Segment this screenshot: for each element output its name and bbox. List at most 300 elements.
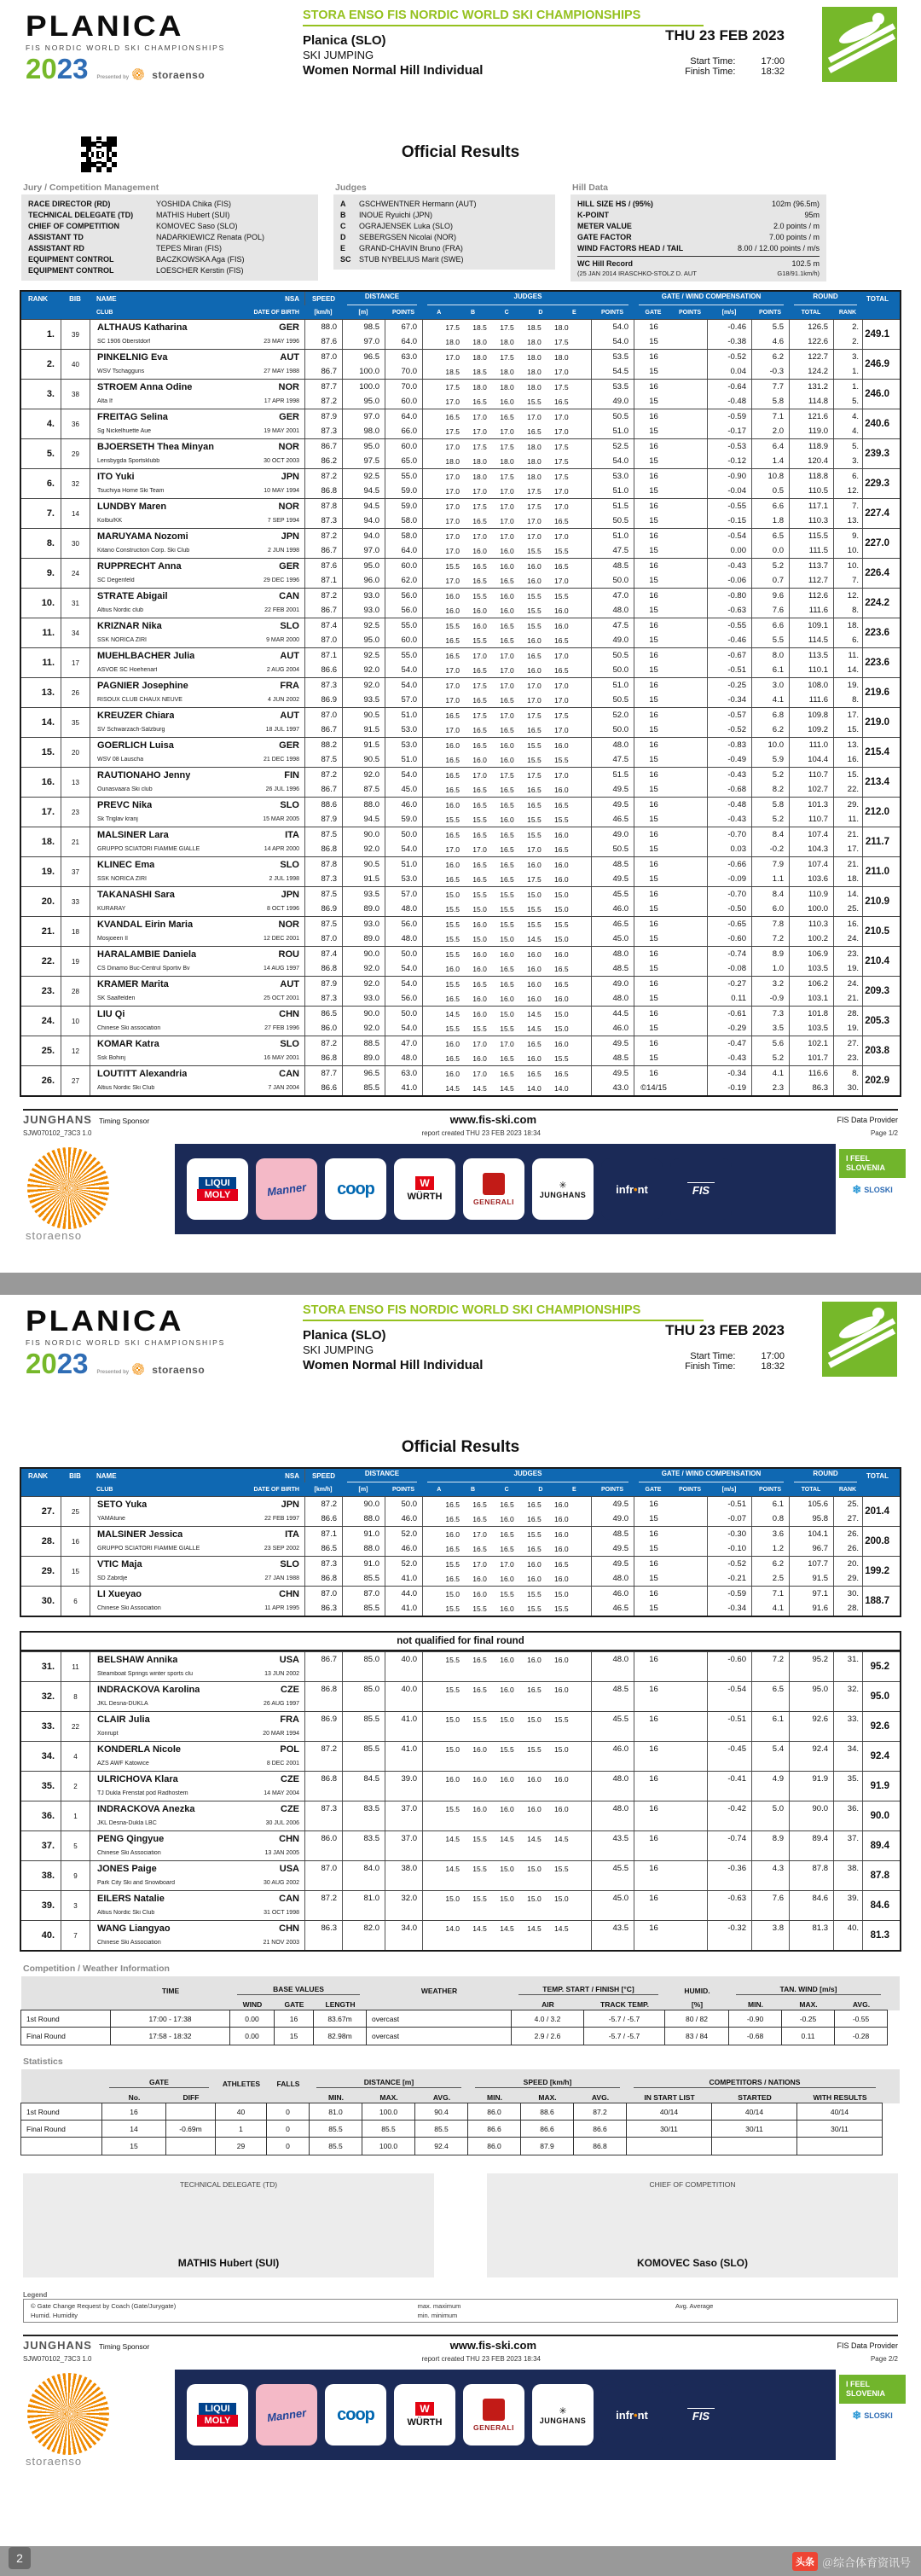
infront-text1: infr bbox=[616, 2408, 634, 2422]
athlete-name: KONDERLA Nicole bbox=[97, 1743, 181, 1755]
rank: 25. bbox=[41, 1046, 55, 1056]
r2-speed bbox=[304, 1906, 342, 1920]
hill-label: HILL SIZE HS / (95%) bbox=[577, 200, 653, 208]
total-points: 95.0 bbox=[862, 1682, 893, 1711]
r1-distance-points: 54.0 bbox=[385, 768, 422, 782]
r1-round-rank: 5. bbox=[833, 439, 862, 454]
r2-speed: 86.8 bbox=[304, 1051, 342, 1065]
athlete-name: HARALAMBIE Daniela bbox=[97, 949, 197, 960]
r1-speed: 86.9 bbox=[304, 1712, 342, 1726]
r2-distance-points: 58.0 bbox=[385, 513, 422, 528]
athlete-name: GOERLICH Luisa bbox=[97, 740, 174, 751]
record-detail-right: G18/91.1km/h) bbox=[777, 270, 820, 277]
r2-judge-marks bbox=[422, 1756, 591, 1771]
club-dob bbox=[90, 812, 304, 827]
r1-round-total: 118.9 bbox=[789, 439, 833, 454]
dist-max: 85.5 bbox=[362, 2120, 415, 2138]
liqui-text: LIQUI bbox=[199, 1177, 235, 1189]
name-nsa bbox=[90, 1587, 304, 1601]
r1-round-rank: 9. bbox=[833, 529, 862, 543]
r1-round-rank: 6. bbox=[833, 469, 862, 484]
r1-gate: 16 bbox=[634, 648, 673, 663]
athlete-dob: 25 OCT 2001 bbox=[264, 995, 299, 1001]
event-date: THU 23 FEB 2023 bbox=[665, 27, 785, 44]
bib: 16 bbox=[61, 1527, 90, 1556]
athlete-club: SSK NORICA ZIRI bbox=[97, 637, 147, 643]
r1-round-rank: 2. bbox=[833, 320, 862, 334]
bib: 3 bbox=[61, 1891, 90, 1920]
hill-row bbox=[577, 221, 820, 232]
r1-round-rank: 36. bbox=[833, 1801, 862, 1816]
athlete-club: Altius Nordic Ski Club bbox=[97, 1085, 155, 1091]
results-rows-nq bbox=[21, 1651, 900, 1950]
r2-round-total: 103.1 bbox=[789, 991, 833, 1006]
r2-wind bbox=[707, 1935, 751, 1950]
rank: 33. bbox=[41, 1721, 55, 1732]
athlete-club: SSK NORICA ZIRI bbox=[97, 876, 147, 882]
name-nsa bbox=[90, 768, 304, 782]
r2-speed: 87.3 bbox=[304, 513, 342, 528]
r2-wind: -0.21 bbox=[707, 1571, 751, 1586]
i-feel-slovenia-logo bbox=[839, 2375, 906, 2404]
total-points: 219.6 bbox=[862, 678, 893, 707]
r1-judge-marks: 15.5 16.5 16.5 16.0 16.5 bbox=[422, 977, 591, 991]
r1-wind-points: 7.9 bbox=[751, 857, 789, 872]
name-nsa bbox=[90, 1497, 304, 1511]
athlete-nsa: CHN bbox=[279, 1833, 299, 1844]
moly-text: MOLY bbox=[197, 1189, 239, 1201]
r2-gate bbox=[634, 1786, 673, 1801]
total-points: 199.2 bbox=[862, 1557, 893, 1586]
r1-judge-points: 49.5 bbox=[591, 1036, 634, 1051]
r1-round-rank: 4. bbox=[833, 409, 862, 424]
wh-gate: GATE bbox=[284, 2000, 304, 2009]
r1-gate-points bbox=[673, 1557, 707, 1571]
athlete-name: MARUYAMA Nozomi bbox=[97, 531, 188, 542]
club-dob bbox=[90, 991, 304, 1006]
infront-logo bbox=[601, 2384, 663, 2445]
r1-gate-points bbox=[673, 827, 707, 842]
results-table-nq bbox=[20, 1650, 901, 1952]
r2-gate: 15 bbox=[634, 663, 673, 677]
r2-speed: 87.1 bbox=[304, 573, 342, 588]
col-gate-points: POINTS bbox=[678, 309, 702, 316]
col-total: TOTAL bbox=[866, 294, 889, 303]
jury-row bbox=[28, 243, 311, 254]
col-distance-group: DISTANCE bbox=[347, 289, 417, 305]
r2-judge-points bbox=[591, 1876, 634, 1890]
r2-distance-points bbox=[385, 1935, 422, 1950]
athlete-name: CLAIR Julia bbox=[97, 1714, 150, 1725]
r2-round-total: 103.5 bbox=[789, 1021, 833, 1036]
r1-distance: 92.0 bbox=[342, 768, 385, 782]
r2-distance-points: 56.0 bbox=[385, 603, 422, 618]
r1-gate-points bbox=[673, 1036, 707, 1051]
r1-distance: 90.0 bbox=[342, 1007, 385, 1021]
r2-distance: 85.5 bbox=[342, 1601, 385, 1616]
total-points: 92.4 bbox=[862, 1742, 893, 1771]
total-points: 212.0 bbox=[862, 798, 893, 827]
r2-distance-points: 48.0 bbox=[385, 902, 422, 916]
r1-gate-points bbox=[673, 350, 707, 364]
r2-distance-points: 54.0 bbox=[385, 663, 422, 677]
r2-distance-points: 41.0 bbox=[385, 1081, 422, 1095]
r2-judge-points: 50.0 bbox=[591, 722, 634, 737]
athlete-nsa: ITA bbox=[285, 829, 299, 840]
r2-judge-points: 49.0 bbox=[591, 1511, 634, 1526]
athlete-dob: 14 MAY 2004 bbox=[264, 1790, 299, 1796]
r1-gate-points bbox=[673, 648, 707, 663]
athlete-club: JKL Desna-DUKLA bbox=[97, 1701, 148, 1707]
r2-speed: 86.7 bbox=[304, 543, 342, 558]
r1-round-total: 106.9 bbox=[789, 947, 833, 961]
r1-judge-points: 49.5 bbox=[591, 1066, 634, 1081]
r2-wind: -0.43 bbox=[707, 1051, 751, 1065]
r2-round-rank: 14. bbox=[833, 663, 862, 677]
record-value: 102.5 m bbox=[791, 259, 820, 268]
col-total: TOTAL bbox=[866, 1471, 889, 1480]
r1-judge-points: 45.5 bbox=[591, 1861, 634, 1876]
r1-distance-points: 53.0 bbox=[385, 738, 422, 752]
table-row bbox=[21, 1890, 900, 1920]
r2-judge-marks: 14.5 14.5 14.5 14.0 14.0 bbox=[422, 1081, 591, 1095]
fis-url: www.fis-ski.com bbox=[449, 2339, 537, 2352]
r1-gate-points bbox=[673, 529, 707, 543]
stats-header bbox=[21, 2069, 900, 2103]
athlete-club: Ssk Bohinj bbox=[97, 1055, 126, 1061]
total-points: 226.4 bbox=[862, 559, 893, 588]
r1-distance: 81.0 bbox=[342, 1891, 385, 1906]
total-points: 211.0 bbox=[862, 857, 893, 886]
r1-round-total: 110.9 bbox=[789, 887, 833, 902]
r2-speed: 87.3 bbox=[304, 991, 342, 1006]
generali-text: GENERALI bbox=[473, 1197, 514, 1206]
r2-wind bbox=[707, 1816, 751, 1830]
r2-judge-marks: 16.5 16.5 16.5 17.5 16.0 bbox=[422, 872, 591, 886]
championship-title: STORA ENSO FIS NORDIC WORLD SKI CHAMPIONSHIPS bbox=[303, 9, 704, 26]
total-points: 201.4 bbox=[862, 1497, 893, 1526]
sh-athletes: ATHLETES bbox=[222, 2080, 261, 2088]
col-wind-points: POINTS bbox=[758, 309, 782, 316]
viewer-page-badge[interactable]: 2 bbox=[9, 2547, 31, 2569]
r1-distance: 95.0 bbox=[342, 559, 385, 573]
coop-logo bbox=[325, 2384, 386, 2445]
athlete-nsa: GER bbox=[279, 411, 299, 422]
r1-wind: -0.54 bbox=[707, 1682, 751, 1697]
total-points: 227.0 bbox=[862, 529, 893, 558]
r1-round-total: 97.1 bbox=[789, 1587, 833, 1601]
club-dob bbox=[90, 663, 304, 677]
r1-round-total: 113.7 bbox=[789, 559, 833, 573]
club-dob bbox=[90, 1756, 304, 1771]
r2-wind: -0.10 bbox=[707, 1541, 751, 1556]
r1-gate-points bbox=[673, 917, 707, 931]
r1-distance: 90.5 bbox=[342, 708, 385, 722]
r2-gate: 15 bbox=[634, 812, 673, 827]
r1-gate: 16 bbox=[634, 1921, 673, 1935]
i-feel-slovenia-logo bbox=[839, 1149, 906, 1178]
r1-gate: 16 bbox=[634, 678, 673, 693]
r1-round-total: 111.0 bbox=[789, 738, 833, 752]
r2-round-rank: 6. bbox=[833, 633, 862, 647]
jury-name: BACZKOWSKA Aga (FIS) bbox=[156, 255, 245, 264]
r1-gate-points bbox=[673, 409, 707, 424]
athlete-dob: 22 FEB 1997 bbox=[264, 1516, 299, 1522]
infront-dot-icon: • bbox=[634, 1182, 638, 1196]
total-points: 210.9 bbox=[862, 887, 893, 916]
r1-judge-points: 47.5 bbox=[591, 618, 634, 633]
r2-distance bbox=[342, 1756, 385, 1771]
r2-wind: 0.11 bbox=[707, 991, 751, 1006]
athlete-name: STRATE Abigail bbox=[97, 590, 168, 601]
r2-round-total: 96.7 bbox=[789, 1541, 833, 1556]
r1-round-total: 112.6 bbox=[789, 589, 833, 603]
sh-dmax: MAX. bbox=[379, 2093, 398, 2102]
r2-gate: 15 bbox=[634, 334, 673, 349]
r2-round-rank: 23. bbox=[833, 1051, 862, 1065]
r1-distance: 94.5 bbox=[342, 499, 385, 513]
r2-judge-marks: 15.5 15.0 15.0 14.5 15.0 bbox=[422, 931, 591, 946]
r1-wind: -0.53 bbox=[707, 439, 751, 454]
storaenso-sun-icon bbox=[132, 68, 144, 80]
r1-judge-marks: 17.5 18.0 18.0 18.0 17.5 bbox=[422, 380, 591, 394]
r1-judge-marks: 16.5 16.5 16.5 15.5 16.0 bbox=[422, 827, 591, 842]
r2-judge-points bbox=[591, 1846, 634, 1860]
base-wind: 0.00 bbox=[229, 2027, 275, 2045]
r2-gate-points bbox=[673, 1786, 707, 1801]
athlete-dob: 31 OCT 1998 bbox=[264, 1910, 299, 1916]
r2-judge-marks: 17.0 17.0 17.0 17.5 17.0 bbox=[422, 484, 591, 498]
hill-label: GATE FACTOR bbox=[577, 233, 632, 241]
r2-round-rank: 8. bbox=[833, 693, 862, 707]
col-round-rank: RANK bbox=[838, 309, 857, 316]
gate-no: 14 bbox=[101, 2120, 166, 2138]
r2-speed bbox=[304, 1876, 342, 1890]
r1-wind: -0.64 bbox=[707, 380, 751, 394]
junghans-logo bbox=[532, 2384, 594, 2445]
club-dob bbox=[90, 1571, 304, 1586]
r2-judge-points: 46.0 bbox=[591, 902, 634, 916]
r1-distance: 93.0 bbox=[342, 917, 385, 931]
rank: 19. bbox=[41, 867, 55, 877]
dist-min: 85.5 bbox=[309, 2137, 362, 2155]
r1-distance-points: 52.0 bbox=[385, 1527, 422, 1541]
r1-round-total: 91.9 bbox=[789, 1772, 833, 1786]
r1-judge-marks: 16.0 17.0 16.5 15.5 16.0 bbox=[422, 1527, 591, 1541]
name-nsa bbox=[90, 439, 304, 454]
athlete-club: CS Dinamo Buc-Centrul Sportiv Bv bbox=[97, 966, 190, 972]
name-nsa bbox=[90, 1007, 304, 1021]
r2-speed: 86.9 bbox=[304, 693, 342, 707]
r1-judge-points: 46.0 bbox=[591, 1742, 634, 1756]
col-name-nsa bbox=[90, 292, 304, 305]
r1-speed: 87.4 bbox=[304, 947, 342, 961]
r1-judge-marks: 15.0 15.5 15.0 15.0 15.5 bbox=[422, 1712, 591, 1726]
in-start-list: 40/14 bbox=[626, 2103, 712, 2121]
r1-wind-points: 8.9 bbox=[751, 947, 789, 961]
r1-gate-points bbox=[673, 559, 707, 573]
r1-round-rank: 7. bbox=[833, 499, 862, 513]
stats-row bbox=[21, 2103, 900, 2121]
r2-judge-points: 48.5 bbox=[591, 1051, 634, 1065]
r1-gate-points bbox=[673, 1007, 707, 1021]
r1-judge-marks: 16.5 17.5 17.0 17.5 17.5 bbox=[422, 708, 591, 722]
r1-wind: -0.43 bbox=[707, 768, 751, 782]
page-title: Official Results bbox=[401, 143, 520, 161]
r2-wind bbox=[707, 1876, 751, 1890]
page-number: Page 2/2 bbox=[870, 2355, 898, 2363]
judge-name: OGRAJENSEK Luka (SLO) bbox=[359, 222, 454, 230]
name-nsa bbox=[90, 350, 304, 364]
r1-gate: 16 bbox=[634, 589, 673, 603]
r1-gate-points bbox=[673, 380, 707, 394]
r1-judge-points: 48.0 bbox=[591, 947, 634, 961]
r1-distance: 83.5 bbox=[342, 1831, 385, 1846]
athlete-nsa: NOR bbox=[278, 381, 299, 392]
r1-gate-points bbox=[673, 887, 707, 902]
weather-row bbox=[21, 2010, 900, 2028]
r2-judge-points: 49.0 bbox=[591, 633, 634, 647]
rank: 30. bbox=[41, 1596, 55, 1606]
r2-round-total bbox=[789, 1726, 833, 1741]
r2-gate: ©14/15 bbox=[634, 1081, 673, 1095]
r1-round-rank: 21. bbox=[833, 857, 862, 872]
r1-gate: 16 bbox=[634, 1891, 673, 1906]
club-dob bbox=[90, 1846, 304, 1860]
athlete-nsa: FRA bbox=[280, 1714, 299, 1725]
r2-round-total bbox=[789, 1667, 833, 1681]
club-dob bbox=[90, 1876, 304, 1890]
table-row bbox=[21, 797, 900, 827]
r2-judge-marks: 16.5 16.0 16.0 15.5 15.5 bbox=[422, 752, 591, 767]
r2-wind-points bbox=[751, 1846, 789, 1860]
r1-gate-points bbox=[673, 1891, 707, 1906]
r1-judge-marks: 14.5 16.0 15.0 14.5 15.0 bbox=[422, 1007, 591, 1021]
athlete-dob: 27 FEB 1996 bbox=[264, 1025, 299, 1031]
gate-no: 16 bbox=[101, 2103, 166, 2121]
name-nsa bbox=[90, 1891, 304, 1906]
r2-speed: 87.3 bbox=[304, 424, 342, 438]
bib: 21 bbox=[61, 827, 90, 856]
col-round-group: ROUND bbox=[794, 1466, 857, 1482]
wurth-icon: W bbox=[415, 2402, 433, 2416]
r1-gate: 16 bbox=[634, 499, 673, 513]
r2-distance-points: 65.0 bbox=[385, 454, 422, 468]
r2-round-rank: 19. bbox=[833, 1021, 862, 1036]
wh-track: TRACK TEMP. bbox=[600, 2000, 649, 2009]
r2-judge-marks bbox=[422, 1935, 591, 1950]
r2-wind: -0.34 bbox=[707, 693, 751, 707]
total-points: 91.9 bbox=[862, 1772, 893, 1801]
legend-box bbox=[23, 2299, 898, 2323]
legend-title: Legend bbox=[23, 2291, 48, 2299]
r2-round-rank: 15. bbox=[833, 722, 862, 737]
r2-distance-points bbox=[385, 1846, 422, 1860]
wh-pct: [%] bbox=[691, 2000, 704, 2009]
r2-wind: -0.46 bbox=[707, 633, 751, 647]
base-wind: 0.00 bbox=[229, 2010, 275, 2028]
athlete-nsa: POL bbox=[280, 1743, 299, 1755]
bib: 19 bbox=[61, 947, 90, 976]
r2-distance: 94.5 bbox=[342, 484, 385, 498]
r1-speed: 87.9 bbox=[304, 977, 342, 991]
r2-round-rank bbox=[833, 1756, 862, 1771]
r1-round-rank: 27. bbox=[833, 1036, 862, 1051]
rank: 6. bbox=[46, 479, 55, 489]
r1-round-rank: 16. bbox=[833, 917, 862, 931]
r1-round-total: 117.1 bbox=[789, 499, 833, 513]
bib: 38 bbox=[61, 380, 90, 409]
r2-gate-points bbox=[673, 424, 707, 438]
r1-round-rank: 3. bbox=[833, 350, 862, 364]
r1-distance-points: 58.0 bbox=[385, 529, 422, 543]
r2-wind bbox=[707, 1697, 751, 1711]
r2-judge-points: 50.0 bbox=[591, 663, 634, 677]
bib: 36 bbox=[61, 409, 90, 438]
name-nsa bbox=[90, 409, 304, 424]
athletes: 40 bbox=[215, 2103, 267, 2121]
r2-distance-points bbox=[385, 1697, 422, 1711]
hill-row bbox=[577, 232, 820, 243]
r1-gate: 16 bbox=[634, 559, 673, 573]
r2-round-rank: 27. bbox=[833, 1511, 862, 1526]
r1-distance-points: 54.0 bbox=[385, 678, 422, 693]
humidity: 80 / 82 bbox=[664, 2010, 729, 2028]
club-dob bbox=[90, 872, 304, 886]
table-row bbox=[21, 588, 900, 618]
round-label: Final Round bbox=[20, 2120, 102, 2138]
r1-judge-points: 48.0 bbox=[591, 738, 634, 752]
r2-speed: 87.9 bbox=[304, 812, 342, 827]
round-label bbox=[20, 2137, 102, 2155]
table-row bbox=[21, 319, 900, 349]
athletes: 1 bbox=[215, 2120, 267, 2138]
judge-letter: SC bbox=[340, 255, 351, 264]
judge-name: INOUE Ryuichi (JPN) bbox=[359, 211, 433, 219]
bib: 22 bbox=[61, 1712, 90, 1741]
r2-round-total: 114.5 bbox=[789, 633, 833, 647]
rank: 28. bbox=[41, 1536, 55, 1546]
r1-wind: -0.34 bbox=[707, 1066, 751, 1081]
athlete-dob: 30 OCT 2003 bbox=[264, 458, 299, 464]
athlete-dob: 11 APR 1995 bbox=[264, 1605, 299, 1611]
r1-judge-marks: 14.5 15.5 14.5 14.5 14.5 bbox=[422, 1831, 591, 1846]
sh-smin: MIN. bbox=[487, 2093, 502, 2102]
athlete-nsa: USA bbox=[279, 1863, 299, 1874]
name-nsa bbox=[90, 320, 304, 334]
bib: 17 bbox=[61, 648, 90, 677]
r1-judge-marks: 16.0 16.5 16.5 16.0 16.0 bbox=[422, 857, 591, 872]
athlete-club: KURARAY bbox=[97, 906, 126, 912]
athlete-dob: 22 FEB 2001 bbox=[264, 607, 299, 613]
rank: 27. bbox=[41, 1506, 55, 1517]
athlete-club: Chinese Ski association bbox=[97, 1025, 161, 1031]
r2-round-total: 109.2 bbox=[789, 722, 833, 737]
round-label: 1st Round bbox=[20, 2010, 111, 2028]
r1-wind-points: 4.1 bbox=[751, 1066, 789, 1081]
r1-gate-points bbox=[673, 1742, 707, 1756]
r1-judge-points: 54.0 bbox=[591, 320, 634, 334]
sh-savg: AVG. bbox=[591, 2093, 610, 2102]
temp-track: -5.7 / -5.7 bbox=[583, 2027, 665, 2045]
club-dob bbox=[90, 902, 304, 916]
r2-judge-points bbox=[591, 1726, 634, 1741]
r1-judge-points: 46.5 bbox=[591, 917, 634, 931]
bib: 11 bbox=[61, 1652, 90, 1681]
athlete-club: Lensbygda Sportsklubb bbox=[97, 458, 160, 464]
r2-distance: 92.0 bbox=[342, 961, 385, 976]
r2-wind-points: 4.1 bbox=[751, 693, 789, 707]
